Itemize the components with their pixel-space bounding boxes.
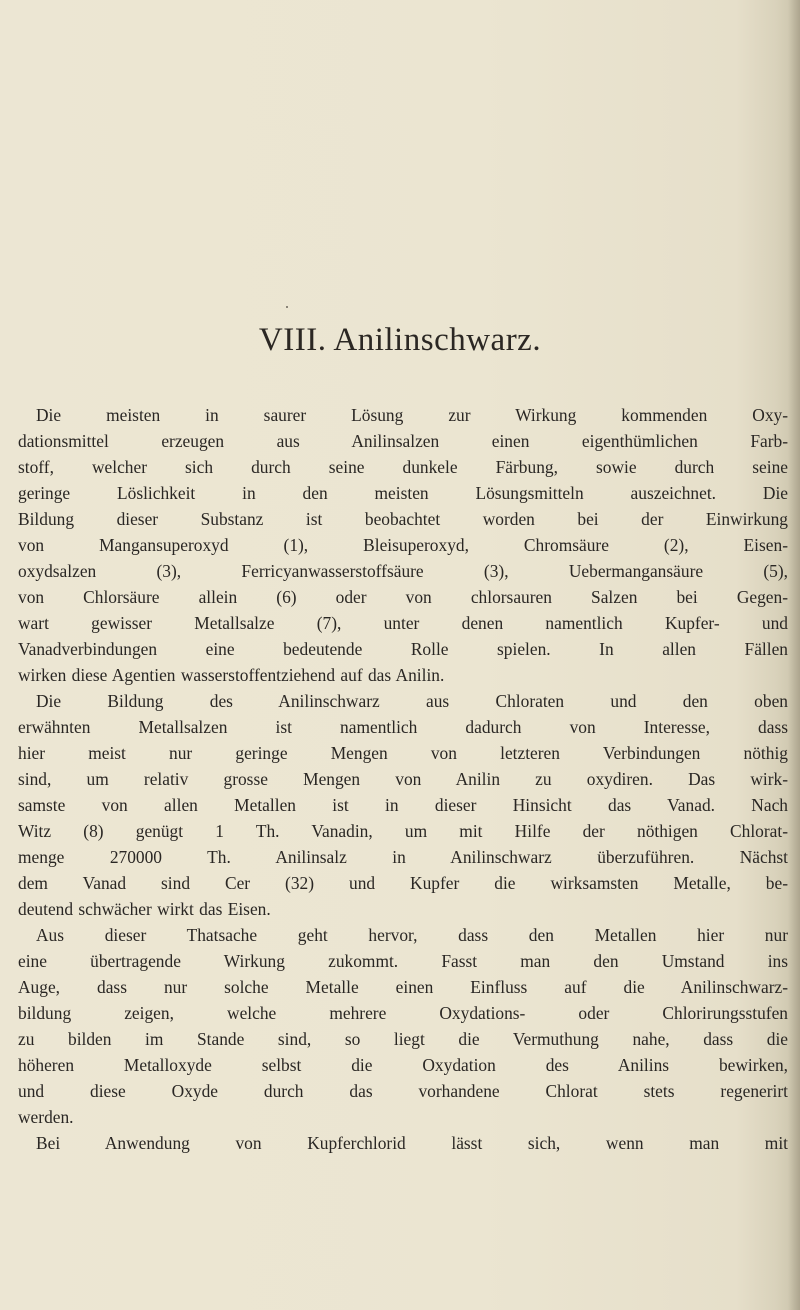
text-line: stoff, welcher sich durch seine dunkele Färbung, sowie durch seine bbox=[18, 457, 788, 477]
text-line: wirken diese Agentien wasserstoffentziehend auf das Anilin. bbox=[18, 665, 445, 685]
text-line: hier meist nur geringe Mengen von letzteren Verbindungen nöthig bbox=[18, 743, 788, 763]
text-line: menge 270000 Th. Anilinsalz in Anilinschwarz überzuführen. Nächst bbox=[18, 847, 788, 867]
text-line: dationsmittel erzeugen aus Anilinsalzen einen eigenthümlichen Farb- bbox=[18, 431, 788, 451]
text-line: Vanadverbindungen eine bedeutende Rolle spielen. In allen Fällen bbox=[18, 639, 788, 659]
text-line: erwähnten Metallsalzen ist namentlich dadurch von Interesse, dass bbox=[18, 717, 788, 737]
text-line: Die Bildung des Anilinschwarz aus Chloraten und den oben bbox=[36, 691, 788, 711]
text-line: Auge, dass nur solche Metalle einen Einfluss auf die Anilinschwarz- bbox=[18, 977, 788, 997]
text-line: Witz (8) genügt 1 Th. Vanadin, um mit Hilfe der nöthigen Chlorat- bbox=[18, 821, 788, 841]
text-line: und diese Oxyde durch das vorhandene Chlorat stets regenerirt bbox=[18, 1081, 788, 1101]
text-line: Aus dieser Thatsache geht hervor, dass den Metallen hier nur bbox=[36, 925, 788, 945]
text-line: werden. bbox=[18, 1107, 74, 1127]
text-line: Bei Anwendung von Kupferchlorid lässt sich, wenn man mit bbox=[36, 1133, 788, 1153]
text-line: samste von allen Metallen ist in dieser Hinsicht das Vanad. Nach bbox=[18, 795, 788, 815]
text-line: zu bilden im Stande sind, so liegt die Vermuthung nahe, dass die bbox=[18, 1029, 788, 1049]
text-line: Die meisten in saurer Lösung zur Wirkung kommenden Oxy- bbox=[36, 405, 788, 425]
text-line: Bildung dieser Substanz ist beobachtet worden bei der Einwirkung bbox=[18, 509, 788, 529]
text-line: bildung zeigen, welche mehrere Oxydations- oder Chlorirungsstufen bbox=[18, 1003, 788, 1023]
text-line: höheren Metalloxyde selbst die Oxydation des Anilins bewirken, bbox=[18, 1055, 788, 1075]
body-text bbox=[18, 402, 788, 1156]
text-line: wart gewisser Metallsalze (7), unter denen namentlich Kupfer- und bbox=[18, 613, 788, 633]
chapter-heading: VIII. Anilinschwarz. bbox=[258, 322, 542, 358]
text-line: geringe Löslichkeit in den meisten Lösungsmitteln auszeichnet. Die bbox=[18, 483, 788, 503]
text-line: von Chlorsäure allein (6) oder von chlorsauren Salzen bei Gegen- bbox=[18, 587, 788, 607]
paper-speck bbox=[286, 306, 288, 308]
text-line: oxydsalzen (3), Ferricyanwasserstoffsäure (3), Uebermangansäure (5), bbox=[18, 561, 788, 581]
text-line: von Mangansuperoxyd (1), Bleisuperoxyd, Chromsäure (2), Eisen- bbox=[18, 535, 788, 555]
text-line: sind, um relativ grosse Mengen von Anilin zu oxydiren. Das wirk- bbox=[18, 769, 788, 789]
page-edge-shadow bbox=[788, 0, 800, 1310]
text-line: dem Vanad sind Cer (32) und Kupfer die wirksamsten Metalle, be- bbox=[18, 873, 788, 893]
text-line: eine übertragende Wirkung zukommt. Fasst man den Umstand ins bbox=[18, 951, 788, 971]
text-line: deutend schwächer wirkt das Eisen. bbox=[18, 899, 271, 919]
